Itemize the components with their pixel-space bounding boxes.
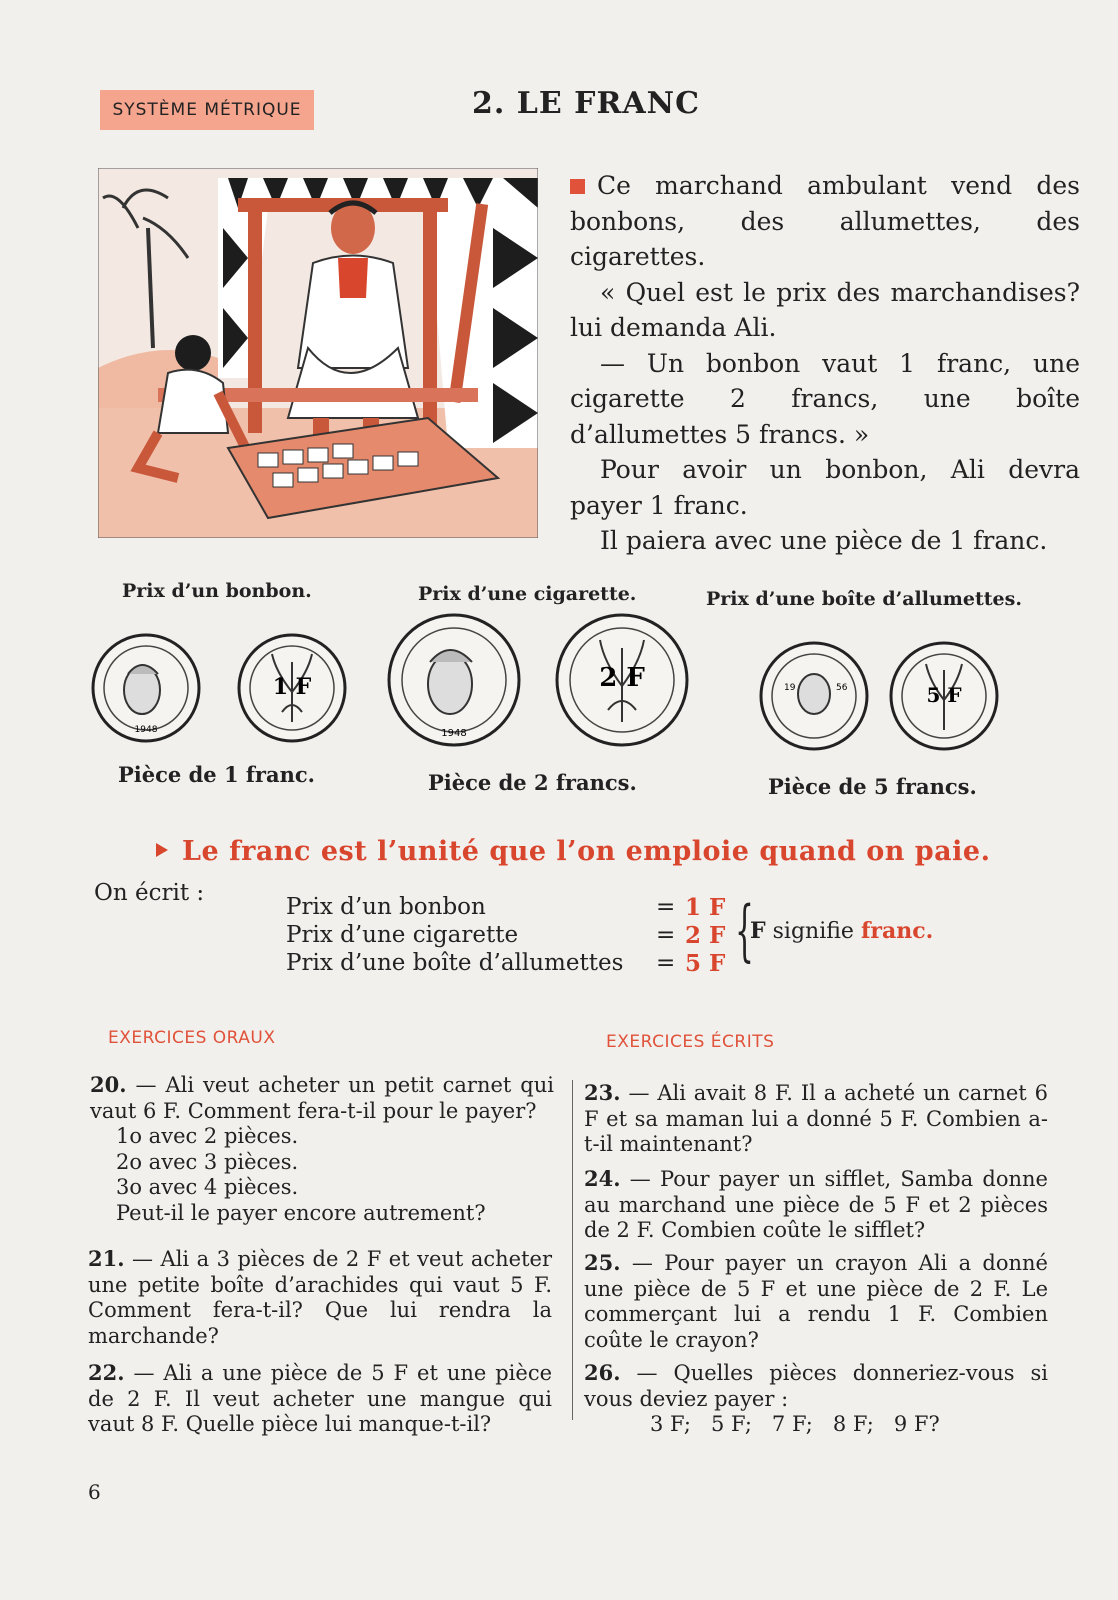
exercise-23: 23. — Ali avait 8 F. Il a acheté un carnet 6 F et sa maman lui a donné 5 F. Combien a-t-il maintenant? [584, 1080, 1048, 1156]
coin-face-value: 2 F [599, 663, 645, 693]
coin-face-value: 5 F [926, 683, 962, 707]
coin-2-francs-reverse [554, 612, 690, 748]
price-row-item: Prix d’une cigarette [286, 922, 519, 948]
coin-5-francs-reverse [888, 640, 1000, 752]
exercise-24: 24. — Pour payer un sifflet, Samba donne au marchand une pièce de 5 F et 2 pièces de 2 F. Combien coûte le sifflet? [584, 1166, 1048, 1242]
coin-1-franc-reverse [236, 632, 348, 744]
section-heading-ecrit: EXERCICES ÉCRITS [606, 1032, 775, 1052]
story-paragraph: — Un bonbon vaut 1 franc, une cigarette 2 francs, une boîte d’allumettes 5 francs. » [570, 348, 1080, 449]
caption-bonbon: Prix d’un bonbon. [122, 580, 312, 602]
equals-sign: = [656, 922, 676, 948]
coin-1-franc-obverse [90, 632, 202, 744]
exercise-20: 20. — Ali veut acheter un petit carnet qui vaut 6 F. Comment fera-t-il pour le payer? 1o avec 2 pièces. 2o avec 3 pièces. 3o avec 4 pièces. Peut-il le payer encore autrement? [90, 1072, 554, 1225]
price-row-value: 2 F [685, 922, 726, 949]
story-paragraph: Ce marchand ambulant vend des bonbons, des allumettes, des cigarettes. [570, 171, 1080, 271]
story-paragraph: Pour avoir un bonbon, Ali devra payer 1 franc. [570, 455, 1080, 520]
exercise-26-values: 3 F; 5 F; 7 F; 8 F; 9 F? [650, 1412, 940, 1436]
story-paragraph: Il paiera avec une pièce de 1 franc. [600, 526, 1048, 555]
price-row-value: 5 F [685, 950, 726, 977]
section-tag: SYSTÈME MÉTRIQUE [100, 90, 314, 130]
page-title: 2. LE FRANC [472, 86, 700, 121]
column-divider [572, 1080, 573, 1420]
coin-year: 1948 [441, 728, 467, 739]
caption-allumettes: Prix d’une boîte d’allumettes. [706, 588, 1022, 610]
coin-year: 1948 [134, 725, 158, 735]
exercise-25: 25. — Pour payer un crayon Ali a donné une pièce de 5 F et une pièce de 2 F. Le commerçant lui a rendu 1 F. Combien coûte le crayon? [584, 1250, 1048, 1352]
price-row-item: Prix d’une boîte d’allumettes [286, 950, 624, 976]
coin-face-value: 1 F [272, 674, 312, 700]
vendor-illustration [98, 168, 538, 538]
exercise-21: 21. — Ali a 3 pièces de 2 F et veut acheter une petite boîte d’arachides qui vaut 5 F. Comment fera-t-il? Que lui rendra la marchande? [88, 1246, 552, 1348]
coin-label-2: Pièce de 2 francs. [428, 770, 637, 795]
coin-year: 56 [836, 683, 848, 693]
coin-5-francs-obverse [758, 640, 870, 752]
caption-cigarette: Prix d’une cigarette. [418, 583, 637, 605]
on-ecrit-label: On écrit : [94, 880, 205, 906]
arrow-bullet-icon [156, 843, 168, 857]
exercise-26: 26. — Quelles pièces donneriez-vous si vous deviez payer : 3 F; 5 F; 7 F; 8 F; 9 F? [584, 1360, 1048, 1436]
square-bullet-icon [570, 179, 585, 194]
brace-icon: { [735, 892, 754, 969]
coin-label-5: Pièce de 5 francs. [768, 774, 977, 799]
story-text [570, 168, 1080, 559]
price-row-value: 1 F [685, 894, 726, 921]
coin-label-1: Pièce de 1 franc. [118, 762, 315, 787]
section-heading-oral: EXERCICES ORAUX [108, 1028, 276, 1048]
exercise-22: 22. — Ali a une pièce de 5 F et une pièce de 2 F. Il veut acheter une mangue qui vaut 8 F. Quelle pièce lui manque-t-il? [88, 1360, 553, 1436]
equals-sign: = [656, 950, 676, 976]
symbol-meaning: F signifie franc. [750, 918, 934, 944]
price-row-item: Prix d’un bonbon [286, 894, 486, 920]
key-rule: Le franc est l’unité que l’on emploie quand on paie. [156, 836, 991, 867]
coin-2-francs-obverse [386, 612, 522, 748]
story-paragraph: « Quel est le prix des marchandises? lui demanda Ali. [570, 277, 1080, 342]
equals-sign: = [656, 894, 676, 920]
page-number: 6 [88, 1480, 101, 1504]
coin-year: 19 [784, 683, 796, 693]
